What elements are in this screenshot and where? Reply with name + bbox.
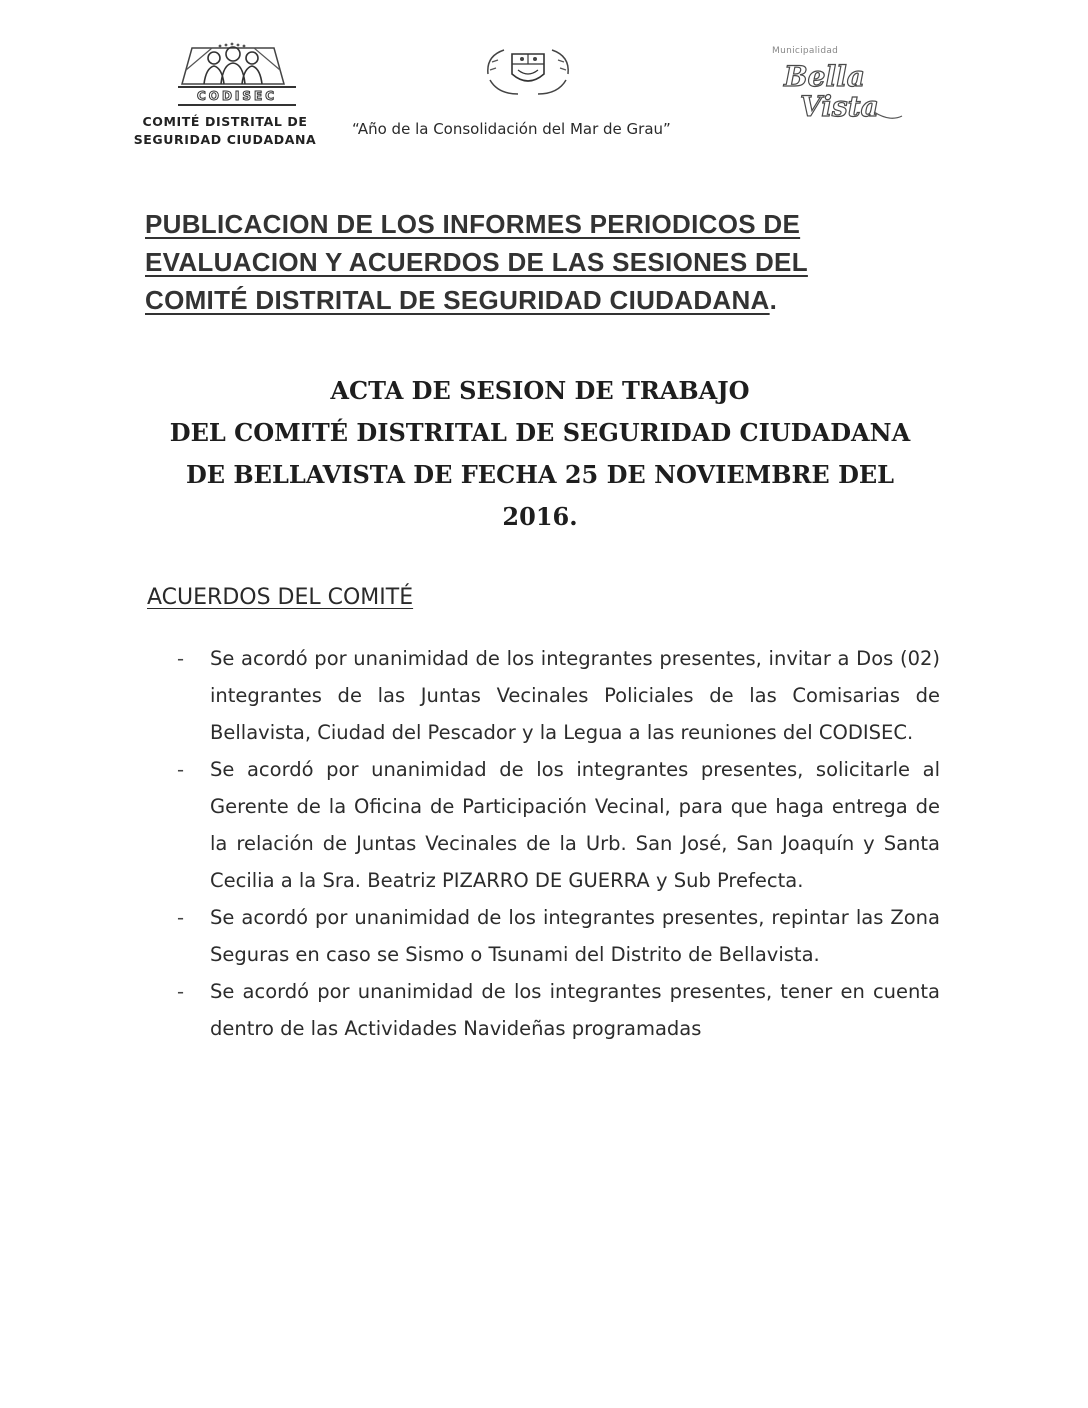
- acta-line-3: DE BELLAVISTA DE FECHA 25 DE NOVIEMBRE DEL: [185, 460, 895, 489]
- list-item: [175, 973, 940, 1047]
- acta-line-2: DEL COMITÉ DISTRITAL DE SEGURIDAD CIUDADANA: [169, 418, 911, 447]
- title-period: .: [769, 285, 778, 315]
- bellavista-logo: [778, 56, 908, 128]
- list-item: [175, 751, 940, 899]
- bellavista-logo-icon: [778, 56, 908, 128]
- publication-title: [145, 205, 965, 319]
- agreement-text: Se acordó por unanimidad de los integrantes presentes, repintar las Zona Seguras en caso se Sismo o Tsunami del Distrito de Bellavista.: [210, 906, 940, 966]
- list-bullet: -: [177, 758, 185, 781]
- acta-line-4: 2016.: [502, 502, 578, 531]
- list-bullet: -: [177, 980, 185, 1003]
- agreements-list: [175, 640, 940, 1047]
- title-line-1: PUBLICACION DE LOS INFORMES PERIODICOS DE: [145, 209, 801, 239]
- list-bullet: -: [177, 906, 185, 929]
- bellavista-wordmark: Bella Vista: [784, 60, 879, 123]
- agreement-text: Se acordó por unanimidad de los integrantes presentes, solicitarle al Gerente de la Oficina de Participación Vecinal, para que haga entrega de la relación de Juntas Vecinales de la Urb. San José, San Joaquín y Santa Cecilia a la Sra. Beatriz PIZARRO DE GUERRA y Sub Prefecta.: [210, 758, 940, 892]
- title-line-3: COMITÉ DISTRITAL DE SEGURIDAD CIUDADANA: [145, 285, 770, 315]
- acuerdos-title: ACUERDOS DEL COMITÉ: [147, 585, 414, 610]
- list-item: [175, 640, 940, 751]
- org-name-line-2: SEGURIDAD CIUDADANA: [133, 132, 317, 147]
- title-line-2: EVALUACION Y ACUERDOS DE LAS SESIONES DEL: [145, 247, 808, 277]
- agreement-text: Se acordó por unanimidad de los integrantes presentes, tener en cuenta dentro de las Actividades Navideñas programadas: [210, 980, 940, 1040]
- acta-heading: [110, 370, 970, 538]
- acta-line-1: ACTA DE SESION DE TRABAJO: [330, 376, 750, 405]
- list-bullet: -: [177, 647, 185, 670]
- municipality-label: Municipalidad: [772, 46, 839, 56]
- peru-coat-of-arms-icon: [478, 44, 578, 100]
- codisec-wordmark: CODISEC: [178, 86, 296, 106]
- national-seal: [478, 44, 578, 100]
- agreement-text: Se acordó por unanimidad de los integrantes presentes, invitar a Dos (02) integrantes de las Juntas Vecinales Policiales de las Comisarias de Bellavista, Ciudad del Pescador y la Legua a las reuniones del CODISEC.: [210, 647, 940, 744]
- year-motto: “Año de la Consolidación del Mar de Grau”: [352, 120, 671, 138]
- list-item: [175, 899, 940, 973]
- org-name-line-1: COMITÉ DISTRITAL DE: [142, 114, 308, 129]
